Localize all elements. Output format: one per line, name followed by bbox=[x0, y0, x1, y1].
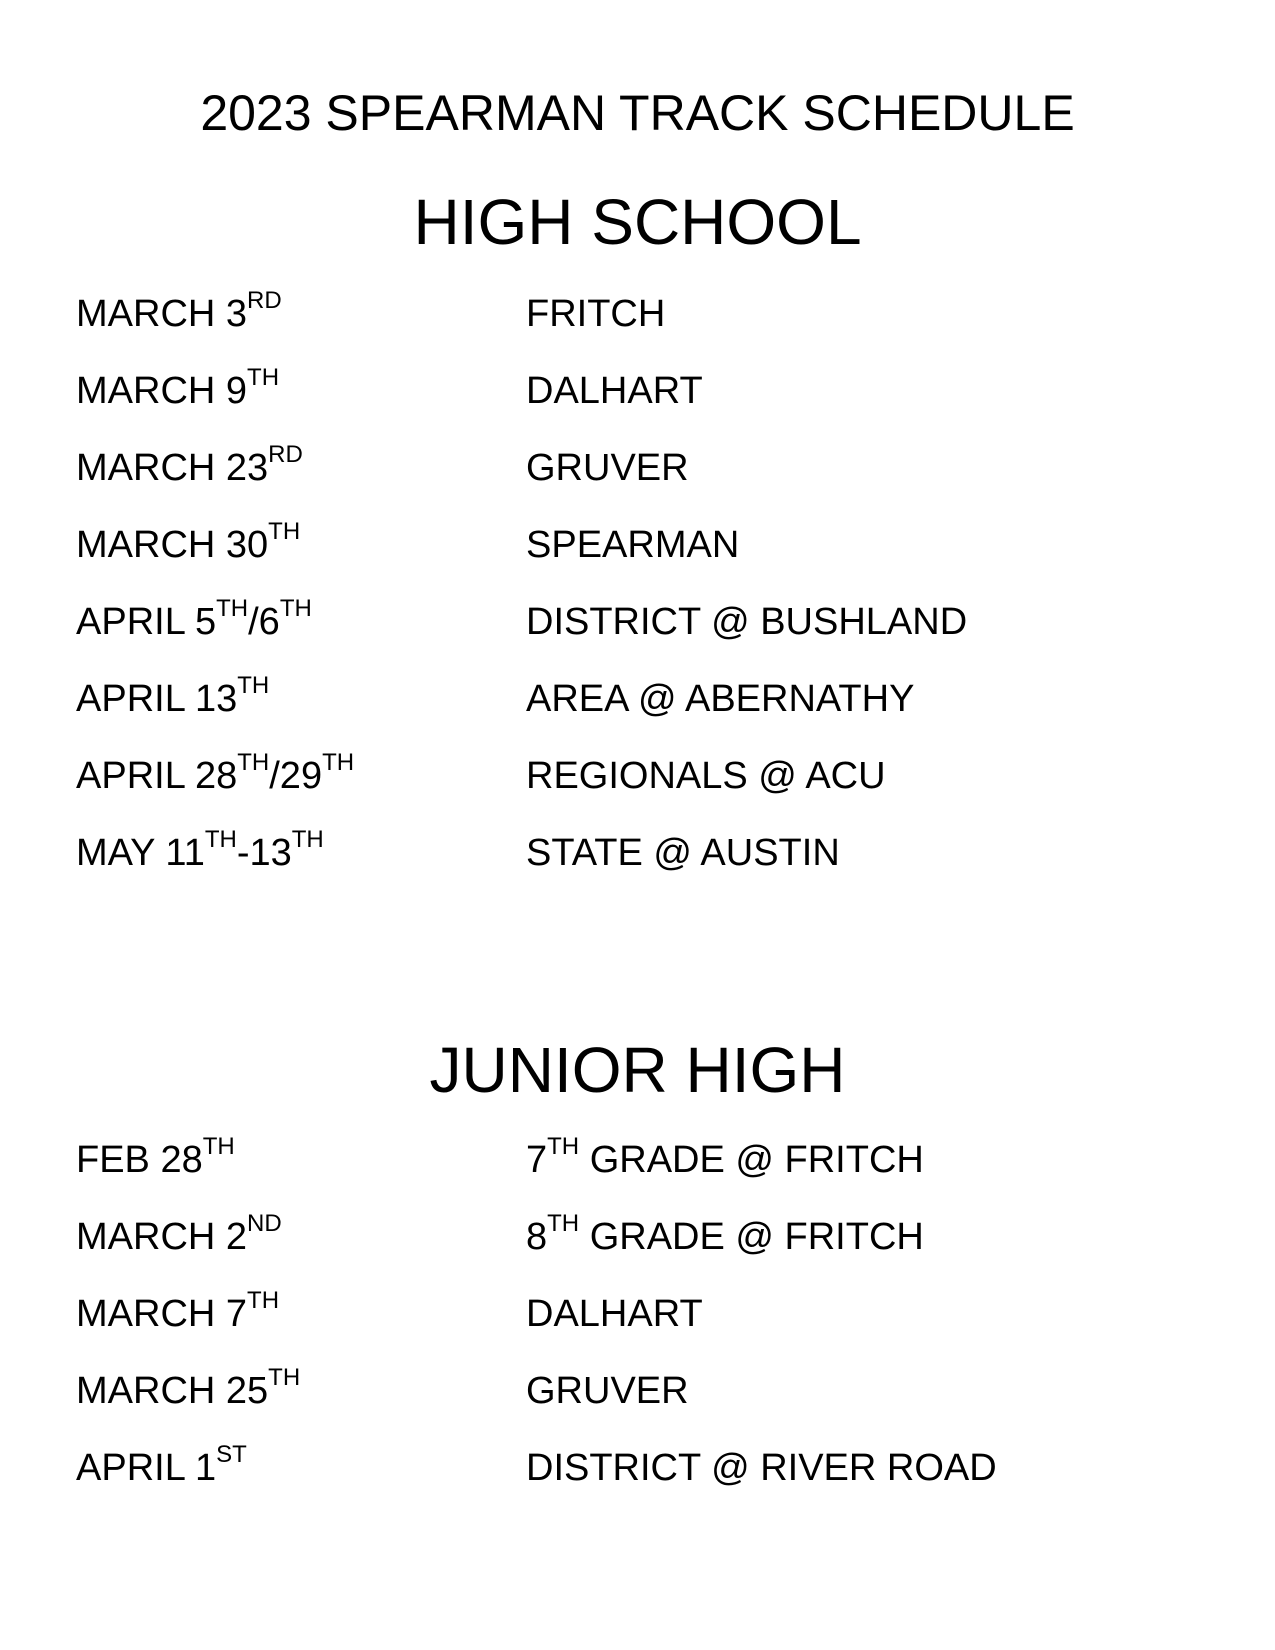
meet-date bbox=[76, 1133, 526, 1184]
meet-location bbox=[526, 1210, 924, 1261]
schedule-row bbox=[76, 595, 1226, 675]
section-heading-junior-high: JUNIOR HIGH bbox=[429, 1034, 846, 1106]
text-segment: SPEARMAN bbox=[526, 524, 740, 566]
text-segment: MARCH 30 bbox=[76, 524, 269, 566]
meet-date bbox=[76, 518, 526, 569]
meet-location bbox=[526, 1367, 689, 1415]
text-segment: MARCH 9 bbox=[76, 370, 248, 412]
schedule-row bbox=[76, 672, 1226, 752]
meet-location bbox=[526, 829, 840, 877]
ordinal-suffix: TH bbox=[216, 595, 249, 623]
text-segment: APRIL 1 bbox=[76, 1447, 217, 1489]
schedule-row bbox=[76, 364, 1226, 444]
schedule-row bbox=[76, 518, 1226, 598]
meet-location bbox=[526, 1133, 924, 1184]
text-segment: GRADE @ FRITCH bbox=[579, 1216, 924, 1258]
text-segment: -13 bbox=[236, 832, 292, 874]
text-segment: 8 bbox=[526, 1216, 548, 1258]
meet-date bbox=[76, 1210, 526, 1261]
ordinal-suffix: TH bbox=[268, 518, 301, 546]
meet-date bbox=[76, 287, 526, 338]
meet-location bbox=[526, 1444, 997, 1492]
ordinal-suffix: TH bbox=[204, 826, 237, 854]
text-segment: 7 bbox=[526, 1139, 548, 1181]
schedule-row bbox=[76, 826, 1226, 906]
text-segment: /29 bbox=[269, 755, 323, 797]
document-title: 2023 SPEARMAN TRACK SCHEDULE bbox=[200, 85, 1075, 141]
text-segment: STATE @ AUSTIN bbox=[526, 832, 840, 874]
text-segment: MARCH 3 bbox=[76, 293, 248, 335]
meet-location bbox=[526, 1290, 703, 1338]
ordinal-suffix: TH bbox=[322, 749, 355, 777]
meet-location bbox=[526, 290, 665, 338]
ordinal-suffix: ND bbox=[247, 1210, 282, 1238]
meet-location bbox=[526, 521, 739, 569]
schedule-row bbox=[76, 749, 1226, 829]
text-segment: DALHART bbox=[526, 1293, 703, 1335]
meet-location bbox=[526, 444, 689, 492]
text-segment: AREA @ ABERNATHY bbox=[526, 678, 915, 720]
text-segment: MARCH 7 bbox=[76, 1293, 248, 1335]
meet-location bbox=[526, 598, 967, 646]
text-segment: APRIL 13 bbox=[76, 678, 238, 720]
meet-date bbox=[76, 441, 526, 492]
ordinal-suffix: TH bbox=[279, 595, 312, 623]
meet-date bbox=[76, 595, 526, 646]
text-segment: GRUVER bbox=[526, 447, 689, 489]
schedule-row bbox=[76, 1441, 1226, 1521]
text-segment: MARCH 23 bbox=[76, 447, 269, 489]
ordinal-suffix: RD bbox=[247, 287, 282, 315]
text-segment: GRADE @ FRITCH bbox=[579, 1139, 924, 1181]
meet-date bbox=[76, 826, 526, 877]
text-segment: REGIONALS @ ACU bbox=[526, 755, 886, 797]
text-segment: /6 bbox=[248, 601, 280, 643]
text-segment: DISTRICT @ BUSHLAND bbox=[526, 601, 968, 643]
text-segment: APRIL 5 bbox=[76, 601, 217, 643]
text-segment: DALHART bbox=[526, 370, 703, 412]
text-segment: APRIL 28 bbox=[76, 755, 238, 797]
meet-date bbox=[76, 364, 526, 415]
text-segment: DISTRICT @ RIVER ROAD bbox=[526, 1447, 997, 1489]
meet-date bbox=[76, 1287, 526, 1338]
schedule-row bbox=[76, 441, 1226, 521]
meet-location bbox=[526, 752, 886, 800]
ordinal-suffix: TH bbox=[247, 364, 280, 392]
meet-date bbox=[76, 1441, 526, 1492]
meet-location bbox=[526, 367, 703, 415]
text-segment: FRITCH bbox=[526, 293, 666, 335]
high-school-schedule-list bbox=[76, 287, 1226, 906]
meet-date bbox=[76, 672, 526, 723]
ordinal-suffix: RD bbox=[268, 441, 303, 469]
schedule-row bbox=[76, 1287, 1226, 1367]
ordinal-suffix: TH bbox=[268, 1364, 301, 1392]
text-segment: MARCH 25 bbox=[76, 1370, 269, 1412]
ordinal-suffix: TH bbox=[547, 1210, 580, 1238]
ordinal-suffix: TH bbox=[291, 826, 324, 854]
ordinal-suffix: TH bbox=[237, 749, 270, 777]
schedule-row bbox=[76, 1210, 1226, 1290]
meet-date bbox=[76, 1364, 526, 1415]
ordinal-suffix: TH bbox=[202, 1133, 235, 1161]
text-segment: GRUVER bbox=[526, 1370, 689, 1412]
junior-high-schedule-list bbox=[76, 1133, 1226, 1521]
ordinal-suffix: TH bbox=[247, 1287, 280, 1315]
schedule-row bbox=[76, 287, 1226, 367]
ordinal-suffix: TH bbox=[547, 1133, 580, 1161]
ordinal-suffix: ST bbox=[216, 1441, 247, 1469]
meet-date bbox=[76, 749, 526, 800]
text-segment: MARCH 2 bbox=[76, 1216, 248, 1258]
schedule-row bbox=[76, 1364, 1226, 1444]
meet-location bbox=[526, 675, 914, 723]
schedule-row bbox=[76, 1133, 1226, 1213]
section-heading-high-school: HIGH SCHOOL bbox=[413, 186, 862, 258]
text-segment: FEB 28 bbox=[76, 1139, 203, 1181]
text-segment: MAY 11 bbox=[76, 832, 205, 874]
ordinal-suffix: TH bbox=[237, 672, 270, 700]
